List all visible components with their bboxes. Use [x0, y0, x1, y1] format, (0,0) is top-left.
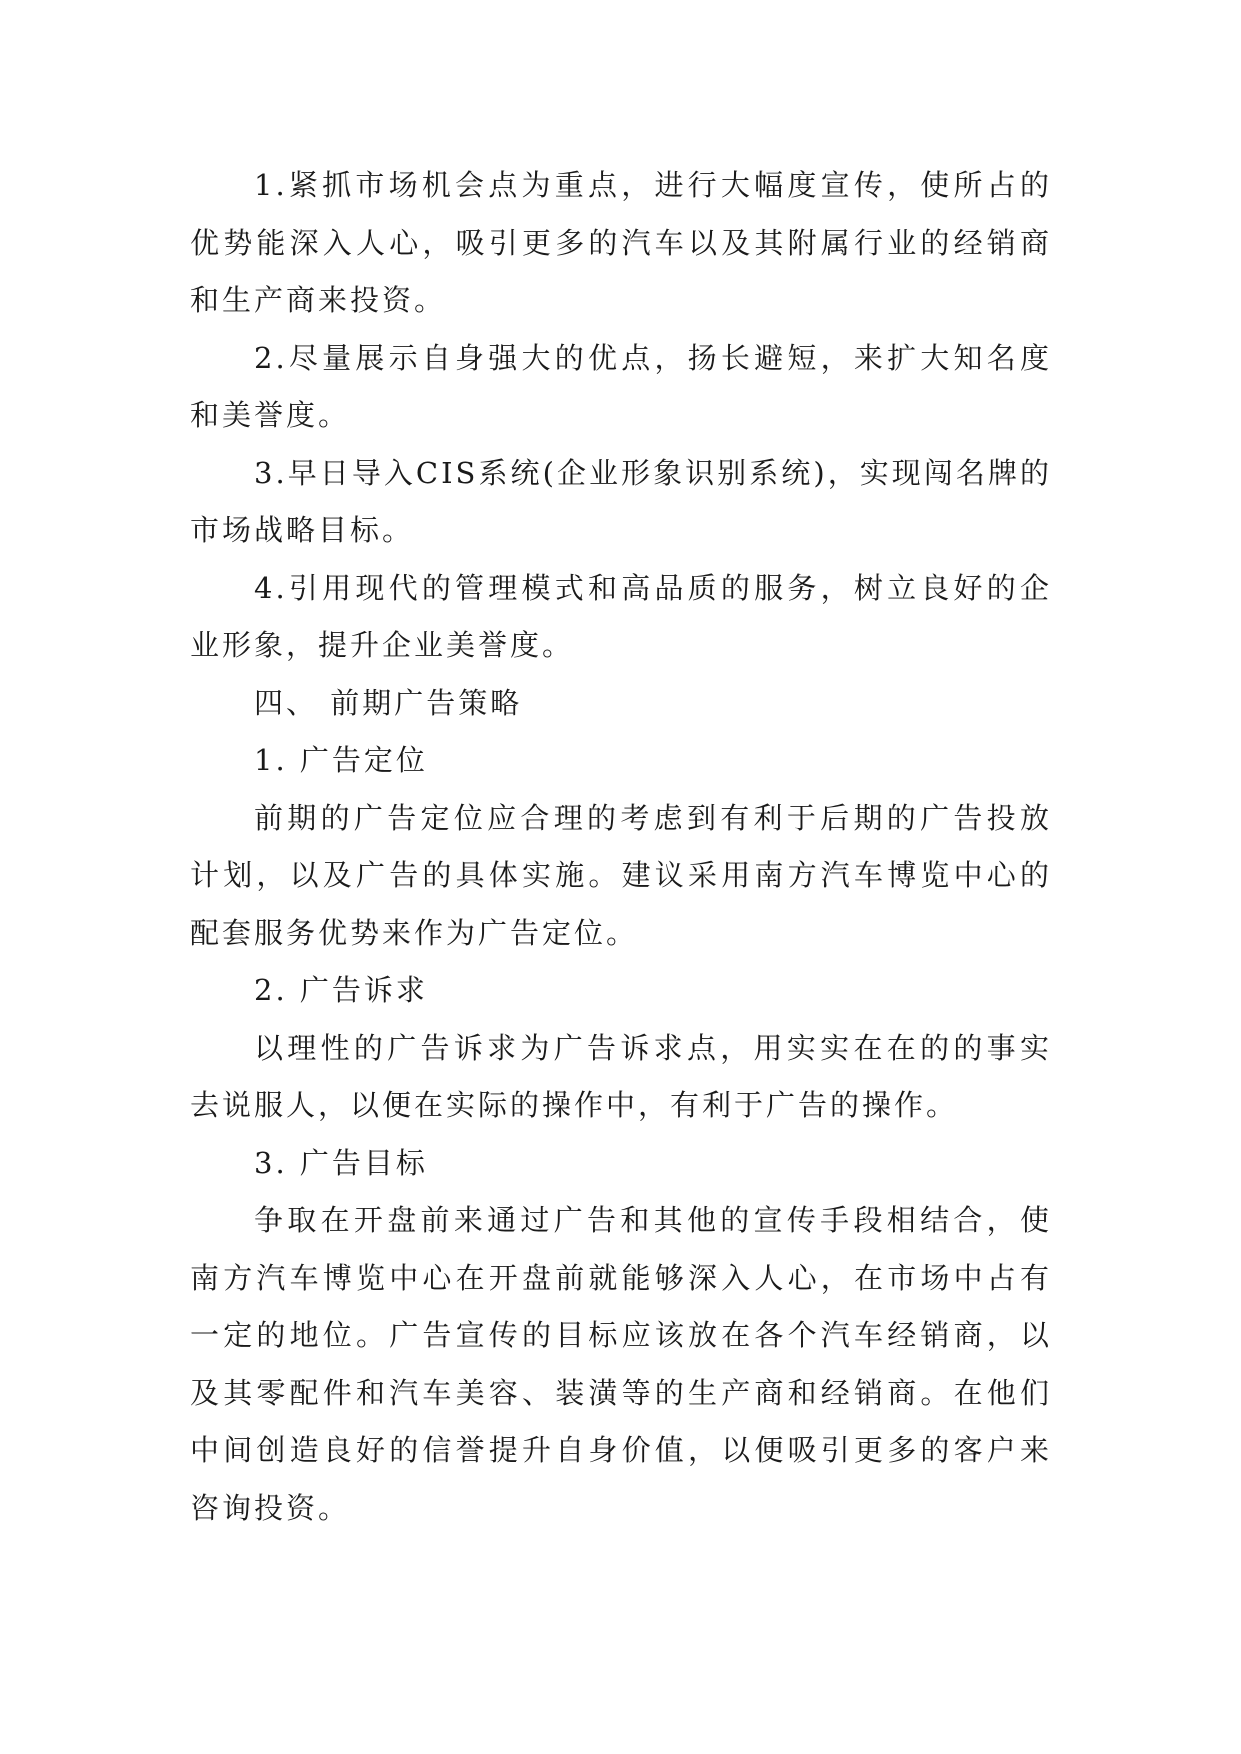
- section-heading: 四、 前期广告策略: [254, 685, 523, 720]
- subheading-ad-goal: 3. 广告目标: [254, 1145, 428, 1180]
- paragraph-ad-positioning: 前期的广告定位应合理的考虑到有利于后期的广告投放计划，以及广告的具体实施。建议采用南方汽车博览中心的配套服务优势来作为广告定位。: [190, 800, 1052, 950]
- subheading-ad-positioning: 1. 广告定位: [254, 743, 428, 777]
- paragraph-ad-goal: 争取在开盘前来通过广告和其他的宣传手段相结合，使南方汽车博览中心在开盘前就能够深入人心，在市场中占有一定的地位。广告宣传的目标应该放在各个汽车经销商，以及其零配件和汽车美容、装潢等的生产商和经销商。在他们中间创造良好的信誉提升自身价值，以便吸引更多的客户来咨询投资。: [190, 1203, 1052, 1525]
- paragraph-point-4: 4.引用现代的管理模式和高品质的服务，树立良好的企业形象，提升企业美誉度。: [190, 570, 1052, 662]
- paragraph-point-2: 2.尽量展示自身强大的优点，扬长避短，来扩大知名度和美誉度。: [190, 340, 1052, 432]
- paragraph-point-1: 1.紧抓市场机会点为重点，进行大幅度宣传，使所占的优势能深入人心，吸引更多的汽车以及其附属行业的经销商和生产商来投资。: [190, 168, 1052, 317]
- paragraph-ad-appeal: 以理性的广告诉求为广告诉求点，用实实在在的的事实去说服人，以便在实际的操作中，有利于广告的操作。: [190, 1030, 1052, 1122]
- subheading-ad-appeal: 2. 广告诉求: [254, 973, 428, 1007]
- document-body: [190, 157, 1052, 1537]
- paragraph-point-3: 3.早日导入CIS系统(企业形象识别系统)，实现闯名牌的市场战略目标。: [190, 455, 1052, 547]
